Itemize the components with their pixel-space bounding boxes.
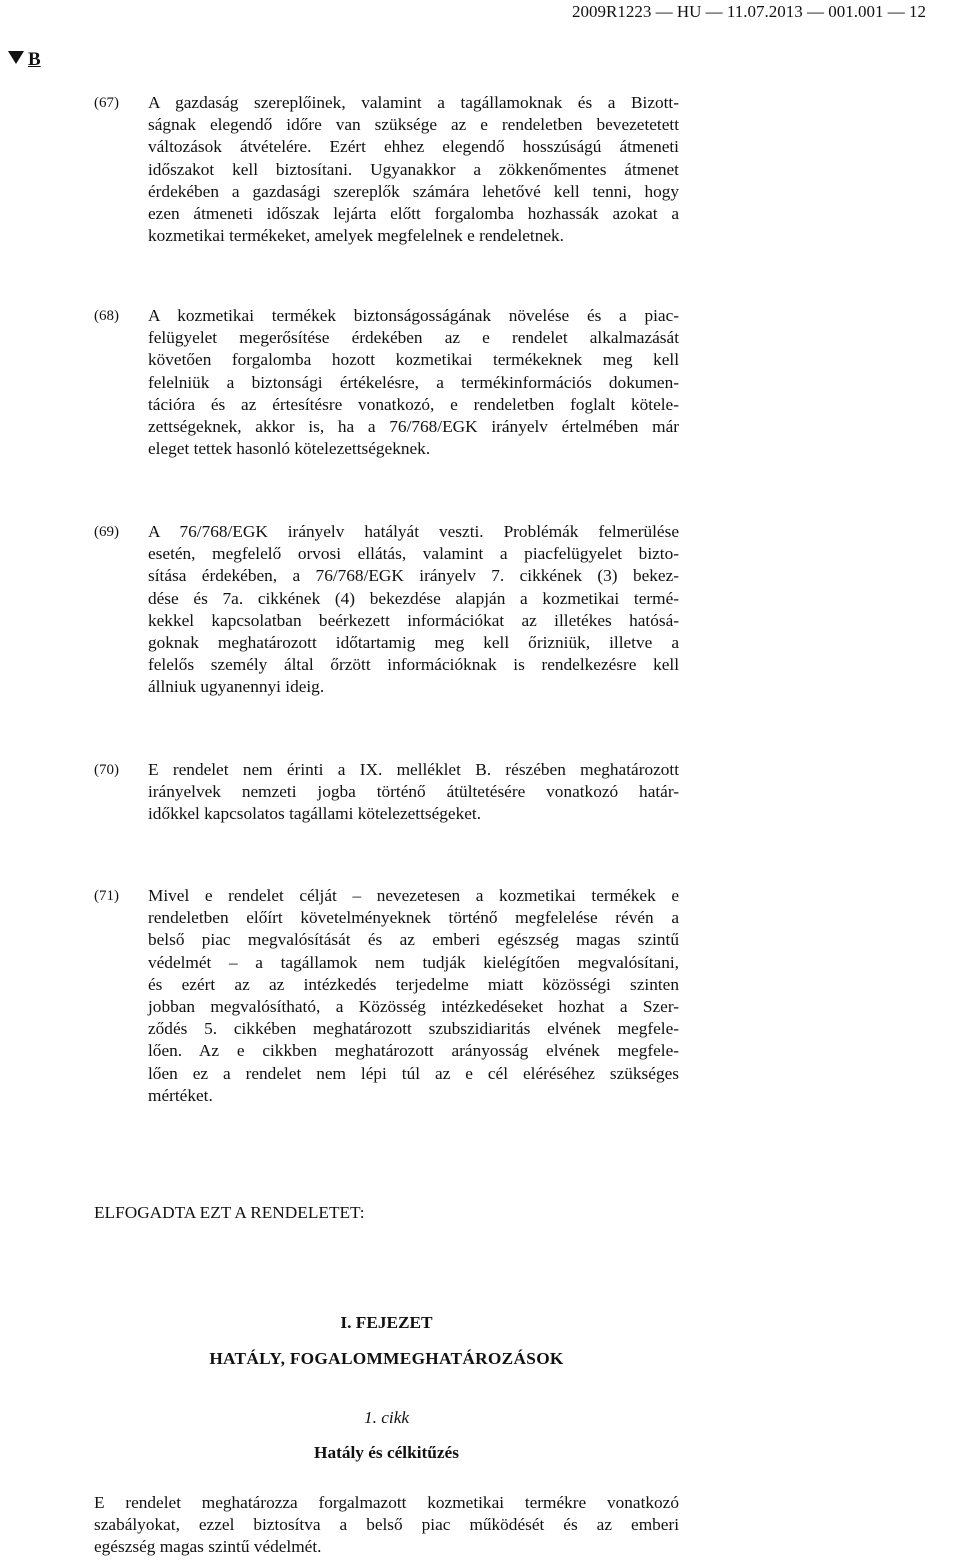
triangle-down-icon <box>8 51 24 64</box>
text-line: szabályokat, ezzel biztosítva a belső piac működését és az emberi <box>94 1515 679 1535</box>
text-line: kozmetikai termékeket, amelyek megfelelnek e rendeletnek. <box>148 226 564 246</box>
text-line: eleget tettek hasonló kötelezettségeknek. <box>148 439 431 459</box>
text-line: időszakot kell biztosítani. Ugyanakkor a zökkenőmentes átmenet <box>148 159 679 179</box>
text-line: védelmét – a tagállamok nem tudják kielégítően megvalósítani, <box>148 952 679 972</box>
chapter-title: HATÁLY, FOGALOMMEGHATÁROZÁSOK <box>209 1349 564 1368</box>
text-line: zettségeknek, akkor is, ha a 76/768/EGK irányelv értelmében már <box>148 417 679 437</box>
text-line: tációra és az értesítésre vonatkozó, e rendeletben foglalt kötele- <box>148 394 679 414</box>
text-line: mértéket. <box>148 1085 213 1105</box>
document-reference-header: 2009R1223 — HU — 11.07.2013 — 001.001 — 12 <box>571 2 926 21</box>
text-line: goknak meghatározott időtartamig meg kell őrizniük, illetve a <box>148 633 679 653</box>
text-line: felelniük a biztonsági értékelésre, a termékinformációs dokumen- <box>148 372 679 392</box>
recital-text <box>148 521 679 699</box>
text-line: A gazdaság szereplőinek, valamint a tagállamoknak és a Bizott- <box>148 93 679 112</box>
text-line: sítása érdekében, a 76/768/EGK irányelv 7. cikkének (3) bekez- <box>148 566 679 586</box>
text-line: ezen átmeneti időszak lejárta előtt forgalomba hozhassák azokat a <box>148 204 679 224</box>
adoption-statement: ELFOGADTA EZT A RENDELETET: <box>94 1203 365 1222</box>
text-line: rendeletben előírt követelményeknek történő megfelelése révén a <box>148 908 679 928</box>
amendment-marker-label: B <box>28 49 41 70</box>
text-line: felelős személy által őrzött információknak is rendelkezésre kell <box>148 655 679 675</box>
text-line: belső piac megvalósítását és az emberi egészség magas szintű <box>148 930 679 950</box>
text-line: irányelvek nemzeti jogba történő átültetésére vonatkozó határ- <box>148 782 679 802</box>
text-line: A kozmetikai termékek biztonságosságának növelése és a piac- <box>148 306 679 325</box>
text-line: E rendelet nem érinti a IX. melléklet B. részében meghatározott <box>148 760 679 779</box>
amendment-marker[interactable] <box>8 48 41 72</box>
text-line: egészség magas szintű védelmét. <box>94 1537 322 1557</box>
text-line: időkkel kapcsolatos tagállami kötelezettségeket. <box>148 804 482 824</box>
text-line: ságnak elegendő időre van szüksége az e rendeletben bevezetetett <box>148 115 679 135</box>
text-line: E rendelet meghatározza forgalmazott kozmetikai termékre vonatkozó <box>94 1493 679 1512</box>
recital-number: (67) <box>94 95 119 111</box>
recital-text <box>148 759 679 826</box>
text-line: felügyelet megerősítése érdekében az e rendelet alkalmazását <box>148 328 679 348</box>
text-line: lően. Az e cikkben meghatározott arányosság elvének megfele- <box>148 1041 679 1061</box>
chapter-number: I. FEJEZET <box>340 1313 433 1332</box>
text-line: A 76/768/EGK irányelv hatályát veszti. Problémák felmerülése <box>148 522 679 541</box>
recital-text <box>148 885 679 1107</box>
article-paragraph <box>94 1492 679 1559</box>
text-line: lően ez a rendelet nem lépi túl az e cél eléréséhez szükséges <box>148 1063 679 1083</box>
recital-number: (69) <box>94 524 119 540</box>
recital-number: (71) <box>94 888 119 904</box>
text-line: kekkel kapcsolatban beérkezett információkat az illetékes hatósá- <box>148 610 679 630</box>
text-line: dése és 7a. cikkének (4) bekezdése alapján a kozmetikai termé- <box>148 588 679 608</box>
article-title: Hatály és célkitűzés <box>314 1443 459 1462</box>
recital-number: (70) <box>94 762 119 778</box>
text-line: változások átvételére. Ezért ehhez elegendő hosszúságú átmeneti <box>148 137 679 157</box>
text-line: jobban megvalósítható, a Közösség intézkedéseket hozhat a Szer- <box>148 997 679 1017</box>
article-number: 1. cikk <box>363 1408 410 1427</box>
recital-text <box>148 305 679 460</box>
text-line: követően forgalomba hozott kozmetikai termékeknek meg kell <box>148 350 679 370</box>
text-line: állniuk ugyanennyi ideig. <box>148 677 325 697</box>
recital-number: (68) <box>94 308 119 324</box>
text-line: érdekében a gazdasági szereplők számára lehetővé kell tenni, hogy <box>148 181 679 201</box>
text-line: esetén, megfelelő orvosi ellátás, valamint a piacfelügyelet bizto- <box>148 544 679 564</box>
text-line: és ezért az az intézkedés terjedelme miatt közösségi szinten <box>148 974 679 994</box>
text-line: ződés 5. cikkében meghatározott szubszidiaritás elvének megfele- <box>148 1019 679 1039</box>
recital-text <box>148 92 679 247</box>
text-line: Mivel e rendelet célját – nevezetesen a kozmetikai termékek e <box>148 886 679 905</box>
